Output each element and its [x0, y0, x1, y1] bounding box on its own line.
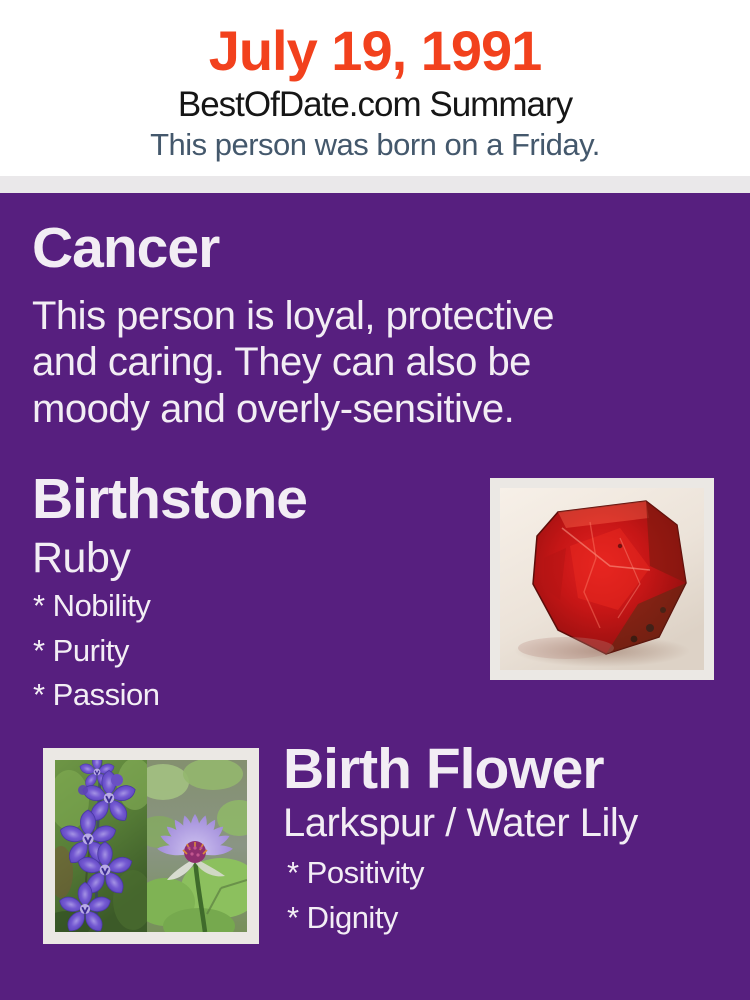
zodiac-description-line: and caring. They can also be: [32, 340, 531, 385]
birth-flower-heading: Birth Flower: [283, 737, 604, 801]
header-divider: [0, 176, 750, 193]
birthstone-heading: Birthstone: [32, 467, 307, 531]
ruby-image: [490, 478, 714, 680]
birth-flower-trait: * Positivity: [287, 855, 424, 890]
site-summary-title: BestOfDate.com Summary: [177, 85, 573, 124]
birth-flower-trait: * Dignity: [287, 900, 398, 935]
birth-flower-name: Larkspur / Water Lily: [283, 801, 638, 845]
birthstone-name: Ruby: [32, 534, 131, 582]
larkspur-flower-illustration: [55, 760, 147, 932]
zodiac-description: [32, 293, 692, 432]
page-title-date: July 19, 1991: [208, 19, 542, 82]
zodiac-sign-heading: Cancer: [32, 216, 220, 280]
birthstone-trait: * Purity: [33, 633, 129, 668]
flower-photo-pair: [55, 760, 247, 932]
water-lily-illustration: [147, 760, 247, 932]
zodiac-description-line: moody and overly-sensitive.: [32, 386, 515, 431]
birthstone-trait: * Nobility: [33, 588, 151, 623]
zodiac-description-line: This person is loyal, protective: [32, 294, 555, 338]
ruby-gemstone-illustration: [500, 488, 704, 670]
birth-flower-image: [43, 748, 259, 944]
born-day-line: This person was born on a Friday.: [150, 127, 600, 162]
birthstone-trait: * Passion: [33, 677, 160, 712]
